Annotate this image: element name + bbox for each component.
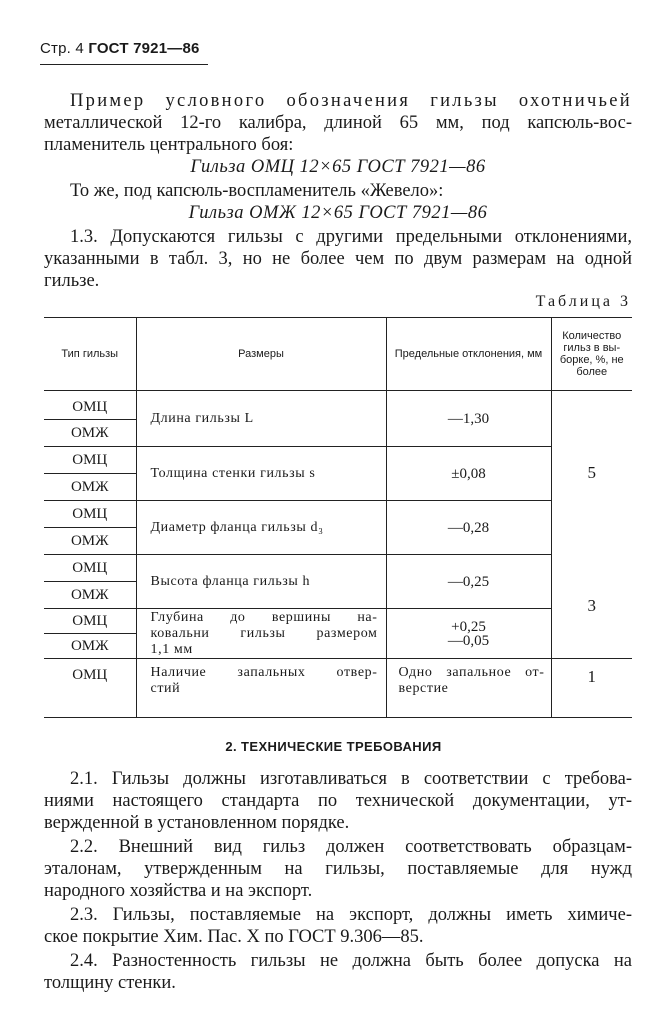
type-cell: ОМЦ	[44, 501, 136, 528]
deviation-line: Одно запальное от-	[398, 665, 545, 680]
header-type: Тип гильзы	[61, 348, 119, 360]
type-cell: ОМЦ	[72, 667, 108, 683]
tolerance-table	[44, 317, 632, 718]
deviation-cell: ±0,08	[386, 447, 551, 501]
deviation-cell: —1,30	[386, 391, 551, 447]
intro-line-2: металлической 12-го калибра, длиной 65 мм, под капсюль-вос-	[44, 113, 632, 133]
designation-omzh: Гильза ОМЖ 12×65 ГОСТ 7921—86	[188, 203, 488, 223]
same-note: То же, под капсюль-воспламенитель «Жевело»:	[70, 181, 444, 201]
clause-1-3-line-2: указанными в табл. 3, но не более чем по двум размерам на одной	[44, 249, 632, 269]
clause-2-2-line-2: эталонам, утвержденным на гильзы, поставляемые для нужд	[44, 859, 632, 879]
dimension-cell: Диаметр фланца гильзы d₃	[136, 501, 386, 555]
dimension-line: ковальни гильзы размером	[150, 625, 378, 641]
deviation-line: верстие	[398, 681, 449, 696]
type-cell: ОМЖ	[44, 582, 136, 609]
quantity-cell: 5	[551, 391, 632, 555]
table-row	[44, 501, 632, 528]
standard-number: ГОСТ 7921—86	[88, 40, 200, 57]
clause-2-3-line-1: 2.3. Гильзы, поставляемые на экспорт, должны иметь химиче-	[70, 905, 632, 925]
type-cell: ОМЖ	[44, 474, 136, 501]
type-cell: ОМЦ	[44, 555, 136, 582]
dimension-cell: Высота фланца гильзы h	[136, 555, 386, 609]
table-row	[44, 555, 632, 582]
dimension-line: Наличие запальных отвер-	[150, 665, 378, 680]
dimension-cell	[136, 609, 386, 659]
page-header	[40, 40, 200, 57]
dimension-cell: Длина гильзы L	[136, 391, 386, 447]
quantity-cell: 1	[551, 659, 632, 718]
dimension-line: Глубина до вершины на-	[150, 609, 378, 625]
clause-1-3-line-3: гильзе.	[44, 271, 100, 291]
type-cell: ОМЦ	[44, 447, 136, 474]
clause-2-1-line-3: вержденной в установленном порядке.	[44, 813, 350, 833]
header-quantity: Количество гильз в вы-борке, %, не более	[551, 318, 632, 391]
deviation-cell: —0,28	[386, 501, 551, 555]
clause-2-1-line-1: 2.1. Гильзы должны изготавливаться в соответствии с требова-	[70, 769, 632, 789]
clause-2-3-line-2: ское покрытие Хим. Пас. Х по ГОСТ 9.306—85.	[44, 927, 424, 947]
header-deviations: Предельные отклонения, мм	[386, 318, 551, 391]
clause-1-3-line-1: 1.3. Допускаются гильзы с другими предельными отклонениями,	[70, 227, 632, 247]
clause-2-1-line-2: ниями настоящего стандарта по технической документации, ут-	[44, 791, 632, 811]
table-header-row	[44, 318, 632, 391]
table-row	[44, 659, 632, 718]
page-number: Стр. 4	[40, 40, 84, 57]
header-dimensions: Размеры	[136, 318, 386, 391]
intro-line-3: пламенитель центрального боя:	[44, 135, 294, 155]
type-cell: ОМЖ	[44, 634, 136, 659]
quantity-cell: 3	[551, 555, 632, 659]
table-caption: Таблица 3	[535, 293, 631, 310]
table-row	[44, 447, 632, 474]
type-cell: ОМЖ	[44, 420, 136, 447]
clause-2-2-line-3: народного хозяйства и на экспорт.	[44, 881, 313, 901]
clause-2-2-line-1: 2.2. Внешний вид гильз должен соответствовать образцам-	[70, 837, 632, 857]
table-row	[44, 391, 632, 420]
designation-omc: Гильза ОМЦ 12×65 ГОСТ 7921—86	[190, 157, 486, 177]
deviation-upper: +0,25	[451, 618, 486, 635]
deviation-lower: —0,05	[447, 632, 490, 649]
header-rule	[40, 64, 208, 65]
type-cell: ОМЦ	[72, 399, 108, 415]
clause-2-4-line-2: толщину стенки.	[44, 973, 176, 993]
dimension-line: стий	[150, 681, 181, 696]
type-cell: ОМЦ	[44, 609, 136, 634]
clause-2-4-line-1: 2.4. Разностенность гильзы не должна быть более допуска на	[70, 951, 632, 971]
type-cell: ОМЖ	[44, 528, 136, 555]
dimension-cell	[136, 659, 386, 718]
deviation-cell	[386, 659, 551, 718]
dimension-line: 1,1 мм	[150, 641, 193, 657]
deviation-cell: —0,25	[386, 555, 551, 609]
intro-line-1: Пример условного обозначения гильзы охотничьей	[70, 91, 632, 111]
deviation-cell	[386, 609, 551, 659]
dimension-cell: Толщина стенки гильзы s	[136, 447, 386, 501]
section-title: 2. ТЕХНИЧЕСКИЕ ТРЕБОВАНИЯ	[225, 739, 442, 754]
table-row	[44, 609, 632, 634]
